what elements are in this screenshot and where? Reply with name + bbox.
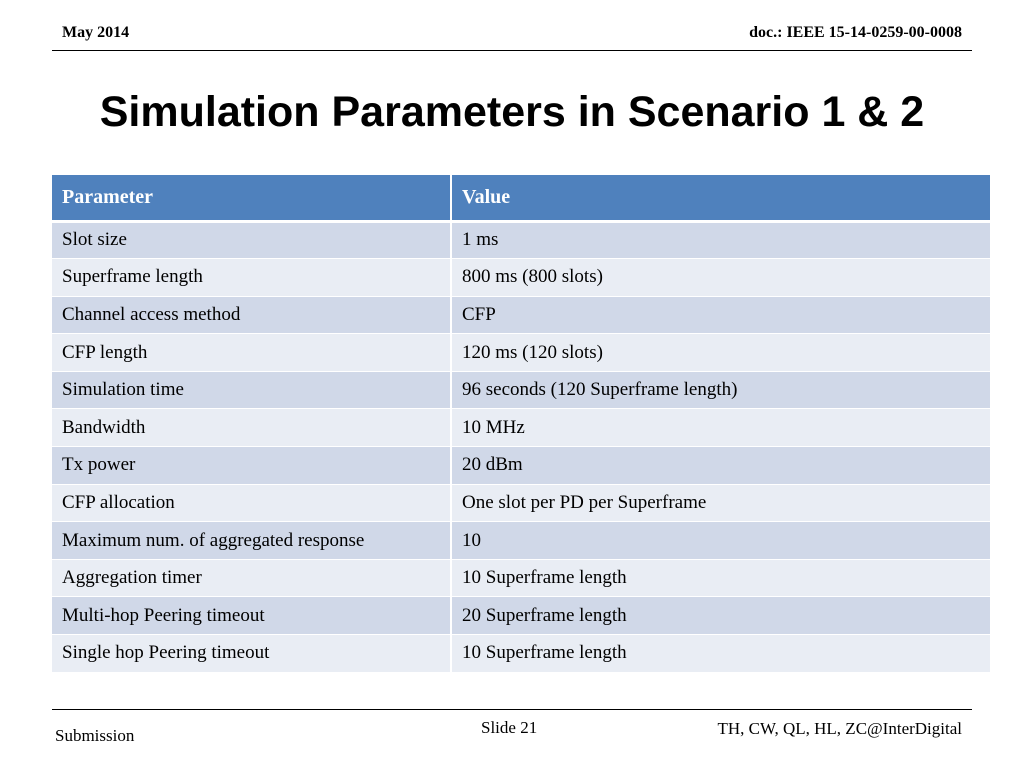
value-cell: 20 Superframe length xyxy=(451,597,990,635)
value-cell: 10 Superframe length xyxy=(451,635,990,673)
parameter-cell: Tx power xyxy=(52,447,451,485)
parameter-cell: Maximum num. of aggregated response xyxy=(52,522,451,560)
parameter-cell: CFP allocation xyxy=(52,484,451,522)
table-row xyxy=(52,371,990,409)
value-cell: 96 seconds (120 Superframe length) xyxy=(451,371,990,409)
footer-submission: Submission xyxy=(55,726,135,745)
value-cell: 10 MHz xyxy=(451,409,990,447)
value-cell: 1 ms xyxy=(451,221,990,259)
table-row xyxy=(52,296,990,334)
table-row xyxy=(52,559,990,597)
column-header-parameter: Parameter xyxy=(52,175,451,221)
column-header-value: Value xyxy=(451,175,990,221)
value-cell: 800 ms (800 slots) xyxy=(451,259,990,297)
parameter-cell: Channel access method xyxy=(52,296,451,334)
parameter-cell: Slot size xyxy=(52,221,451,259)
header-date: May 2014 xyxy=(62,24,130,41)
parameter-cell: Simulation time xyxy=(52,371,451,409)
slide-title: Simulation Parameters in Scenario 1 & 2 xyxy=(99,88,925,136)
parameter-cell: Bandwidth xyxy=(52,409,451,447)
parameter-cell: Aggregation timer xyxy=(52,559,451,597)
parameter-cell: CFP length xyxy=(52,334,451,372)
table-header-row xyxy=(52,175,990,221)
table-row xyxy=(52,484,990,522)
value-cell: CFP xyxy=(451,296,990,334)
table-row xyxy=(52,409,990,447)
footer-slide-number: Slide 21 xyxy=(481,718,538,737)
header-doc-id: doc.: IEEE 15-14-0259-00-0008 xyxy=(749,24,962,41)
parameters-table xyxy=(52,175,990,673)
table-row xyxy=(52,597,990,635)
table-row xyxy=(52,334,990,372)
table-row xyxy=(52,447,990,485)
value-cell: One slot per PD per Superframe xyxy=(451,484,990,522)
value-cell: 120 ms (120 slots) xyxy=(451,334,990,372)
footer-divider xyxy=(52,709,972,710)
table-row xyxy=(52,522,990,560)
table-row xyxy=(52,635,990,673)
parameter-cell: Superframe length xyxy=(52,259,451,297)
header-divider xyxy=(52,50,972,51)
parameter-cell: Multi-hop Peering timeout xyxy=(52,597,451,635)
parameter-cell: Single hop Peering timeout xyxy=(52,635,451,673)
value-cell: 20 dBm xyxy=(451,447,990,485)
value-cell: 10 Superframe length xyxy=(451,559,990,597)
table-row xyxy=(52,259,990,297)
footer-authors: TH, CW, QL, HL, ZC@InterDigital xyxy=(717,719,962,738)
table-row xyxy=(52,221,990,259)
value-cell: 10 xyxy=(451,522,990,560)
